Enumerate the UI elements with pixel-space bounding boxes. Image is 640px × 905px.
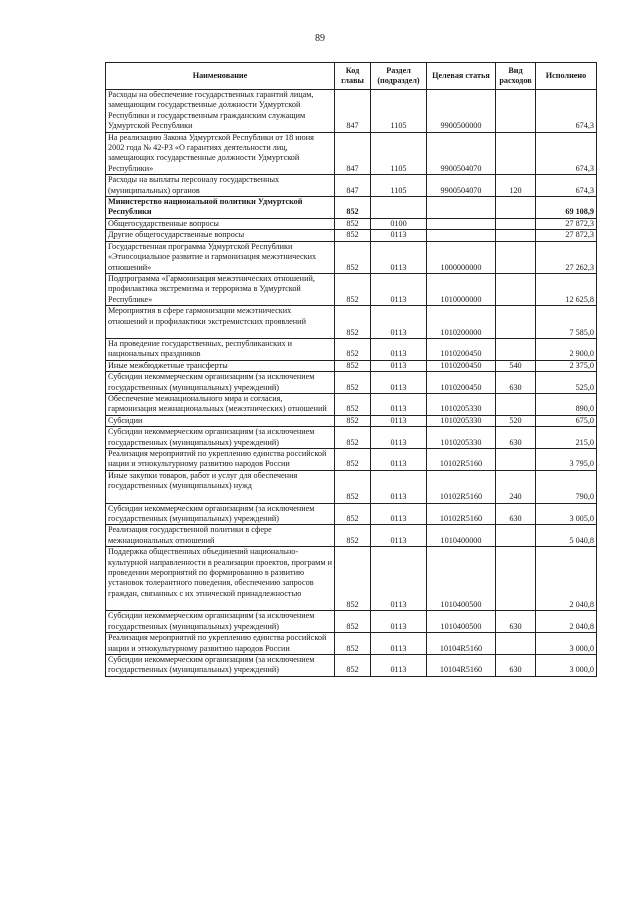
row-code-cell: 852 — [335, 415, 371, 426]
row-expense-type-cell: 630 — [496, 611, 536, 633]
row-expense-type-cell — [496, 449, 536, 471]
row-executed-cell: 890,0 — [536, 393, 597, 415]
row-code-cell: 852 — [335, 547, 371, 611]
row-article-cell: 1000000000 — [427, 241, 496, 273]
row-executed-cell: 2 040,8 — [536, 547, 597, 611]
row-expense-type-cell — [496, 273, 536, 305]
row-article-cell: 1010205330 — [427, 393, 496, 415]
row-name-cell: Субсидии некоммерческим организациям (за исключением государственных (муниципальных) учреждений) — [106, 503, 335, 525]
row-article-cell: 1010200450 — [427, 338, 496, 360]
row-name-cell: Субсидии некоммерческим организациям (за исключением государственных (муниципальных) учреждений) — [106, 372, 335, 394]
row-name-cell: Поддержка общественных объединений национально-культурной направленности в реализации проектов, программ и проведении мероприятий по формированию в развитию установок толерантного поведения, обеспечению запросов граждан, связанных с их этнической принадлежностью — [106, 547, 335, 611]
row-article-cell: 1010200450 — [427, 372, 496, 394]
page-number: 89 — [315, 33, 325, 44]
row-section-cell: 0113 — [371, 338, 427, 360]
row-executed-cell: 2 375,0 — [536, 360, 597, 371]
row-name-cell: Субсидии некоммерческим организациям (за исключением государственных (муниципальных) учреждений) — [106, 654, 335, 676]
row-name-cell: Государственная программа Удмуртской Республики «Этносоциальное развитие и гармонизация межэтнических отношений» — [106, 241, 335, 273]
row-executed-cell: 675,0 — [536, 415, 597, 426]
row-article-cell: 1010400000 — [427, 525, 496, 547]
row-section-cell: 0113 — [371, 503, 427, 525]
row-expense-type-cell — [496, 633, 536, 655]
row-article-cell — [427, 230, 496, 241]
row-expense-type-cell — [496, 241, 536, 273]
row-code-cell: 852 — [335, 306, 371, 339]
row-section-cell: 0113 — [371, 547, 427, 611]
row-executed-cell: 674,3 — [536, 132, 597, 175]
table-row — [106, 338, 597, 360]
row-expense-type-cell: 630 — [496, 654, 536, 676]
row-name-cell: Иные закупки товаров, работ и услуг для обеспечения государственных (муниципальных) нужд — [106, 470, 335, 503]
row-name-cell: Реализация государственной политики в сфере межнациональных отношений — [106, 525, 335, 547]
table-row — [106, 241, 597, 273]
row-section-cell: 0113 — [371, 273, 427, 305]
row-article-cell: 1010205330 — [427, 427, 496, 449]
table-row — [106, 427, 597, 449]
row-code-cell: 852 — [335, 470, 371, 503]
row-code-cell: 852 — [335, 230, 371, 241]
row-name-cell: Мероприятия в сфере гармонизации межэтнических отношений и профилактики экстремистских проявлений — [106, 306, 335, 339]
row-executed-cell: 525,0 — [536, 372, 597, 394]
row-expense-type-cell: 120 — [496, 175, 536, 197]
row-executed-cell: 5 040,8 — [536, 525, 597, 547]
row-section-cell: 0113 — [371, 611, 427, 633]
row-executed-cell: 674,3 — [536, 175, 597, 197]
row-article-cell: 9900500000 — [427, 90, 496, 133]
row-section-cell: 0113 — [371, 654, 427, 676]
row-section-cell: 0113 — [371, 230, 427, 241]
row-executed-cell: 7 585,0 — [536, 306, 597, 339]
table-row — [106, 360, 597, 371]
row-section-cell: 0113 — [371, 633, 427, 655]
row-article-cell: 10104R5160 — [427, 654, 496, 676]
row-code-cell: 852 — [335, 273, 371, 305]
row-executed-cell: 674,3 — [536, 90, 597, 133]
row-section-cell: 0113 — [371, 241, 427, 273]
table-row — [106, 372, 597, 394]
row-expense-type-cell — [496, 197, 536, 219]
row-executed-cell: 2 900,0 — [536, 338, 597, 360]
row-executed-cell: 27 262,3 — [536, 241, 597, 273]
row-name-cell: На проведение государственных, республиканских и национальных праздников — [106, 338, 335, 360]
row-article-cell: 1010200000 — [427, 306, 496, 339]
row-name-cell: Реализация мероприятий по укреплению единства российской нации и этнокультурному развитию народов России — [106, 449, 335, 471]
row-name-cell: Субсидии — [106, 415, 335, 426]
table-row — [106, 218, 597, 229]
row-section-cell: 1105 — [371, 175, 427, 197]
table-row — [106, 90, 597, 133]
row-section-cell: 0113 — [371, 470, 427, 503]
header-expense-type: Вид расходов — [496, 63, 536, 90]
row-code-cell: 852 — [335, 525, 371, 547]
row-code-cell: 852 — [335, 654, 371, 676]
header-executed: Исполнено — [536, 63, 597, 90]
budget-execution-table — [105, 62, 597, 677]
header-section: Раздел (подраздел) — [371, 63, 427, 90]
row-executed-cell: 3 795,0 — [536, 449, 597, 471]
row-article-cell: 10104R5160 — [427, 633, 496, 655]
row-section-cell: 0113 — [371, 427, 427, 449]
row-article-cell: 1010400500 — [427, 611, 496, 633]
row-section-cell: 0113 — [371, 306, 427, 339]
row-code-cell: 847 — [335, 90, 371, 133]
table-row — [106, 449, 597, 471]
row-article-cell: 9900504070 — [427, 175, 496, 197]
row-name-cell: Общегосударственные вопросы — [106, 218, 335, 229]
row-name-cell: Субсидии некоммерческим организациям (за исключением государственных (муниципальных) учреждений) — [106, 427, 335, 449]
row-code-cell: 852 — [335, 503, 371, 525]
row-section-cell: 0113 — [371, 360, 427, 371]
row-article-cell: 9900504070 — [427, 132, 496, 175]
table-row — [106, 197, 597, 219]
table-row — [106, 503, 597, 525]
table-row — [106, 470, 597, 503]
row-article-cell: 1010200450 — [427, 360, 496, 371]
table-header-row — [106, 63, 597, 90]
row-name-cell: Подпрограмма «Гармонизация межэтнических отношений, профилактика экстремизма и терроризма в Удмуртской Республике» — [106, 273, 335, 305]
row-code-cell: 852 — [335, 449, 371, 471]
row-code-cell: 852 — [335, 427, 371, 449]
row-section-cell: 0113 — [371, 393, 427, 415]
row-article-cell — [427, 218, 496, 229]
row-section-cell — [371, 197, 427, 219]
row-article-cell: 1010000000 — [427, 273, 496, 305]
header-name: Наименование — [106, 63, 335, 90]
row-code-cell: 847 — [335, 175, 371, 197]
row-executed-cell: 69 108,9 — [536, 197, 597, 219]
row-code-cell: 852 — [335, 338, 371, 360]
row-code-cell: 852 — [335, 633, 371, 655]
row-code-cell: 852 — [335, 241, 371, 273]
row-name-cell: Обеспечение межнационального мира и согласия, гармонизация межнациональных (межэтнических) отношений — [106, 393, 335, 415]
row-expense-type-cell: 630 — [496, 372, 536, 394]
row-executed-cell: 12 625,8 — [536, 273, 597, 305]
row-code-cell: 852 — [335, 360, 371, 371]
row-name-cell: Расходы на обеспечение государственных гарантий лицам, замещающим государственные должности Удмуртской Республики и государственным гражданским служащим Удмуртской Республики — [106, 90, 335, 133]
row-article-cell: 10102R5160 — [427, 449, 496, 471]
row-executed-cell: 2 040,8 — [536, 611, 597, 633]
row-expense-type-cell — [496, 393, 536, 415]
row-expense-type-cell: 540 — [496, 360, 536, 371]
row-name-cell: На реализацию Закона Удмуртской Республики от 18 июня 2002 года № 42-РЗ «О гарантиях деятельности лиц, замещающих государственные должности Удмуртской Республики» — [106, 132, 335, 175]
header-article: Целевая статья — [427, 63, 496, 90]
table-row — [106, 393, 597, 415]
table-row — [106, 175, 597, 197]
row-code-cell: 852 — [335, 393, 371, 415]
row-section-cell: 0113 — [371, 415, 427, 426]
row-section-cell: 1105 — [371, 90, 427, 133]
row-name-cell: Расходы на выплаты персоналу государственных (муниципальных) органов — [106, 175, 335, 197]
row-article-cell — [427, 197, 496, 219]
row-expense-type-cell — [496, 218, 536, 229]
row-code-cell: 847 — [335, 132, 371, 175]
table-row — [106, 132, 597, 175]
table-row — [106, 654, 597, 676]
row-expense-type-cell — [496, 132, 536, 175]
row-article-cell: 10102R5160 — [427, 503, 496, 525]
row-name-cell: Министерство национальной политики Удмуртской Республики — [106, 197, 335, 219]
row-code-cell: 852 — [335, 197, 371, 219]
row-expense-type-cell — [496, 230, 536, 241]
row-name-cell: Реализация мероприятий по укреплению единства российской нации и этнокультурному развитию народов России — [106, 633, 335, 655]
row-expense-type-cell: 240 — [496, 470, 536, 503]
table-row — [106, 415, 597, 426]
table-row — [106, 547, 597, 611]
table-row — [106, 273, 597, 305]
row-code-cell: 852 — [335, 611, 371, 633]
row-section-cell: 1105 — [371, 132, 427, 175]
row-section-cell: 0113 — [371, 525, 427, 547]
row-name-cell: Другие общегосударственные вопросы — [106, 230, 335, 241]
table-row — [106, 611, 597, 633]
row-executed-cell: 215,0 — [536, 427, 597, 449]
row-executed-cell: 27 872,3 — [536, 218, 597, 229]
table-row — [106, 306, 597, 339]
row-expense-type-cell — [496, 90, 536, 133]
row-article-cell: 1010205330 — [427, 415, 496, 426]
table-row — [106, 525, 597, 547]
row-article-cell: 10102R5160 — [427, 470, 496, 503]
header-code: Код главы — [335, 63, 371, 90]
row-executed-cell: 3 000,0 — [536, 633, 597, 655]
row-expense-type-cell — [496, 547, 536, 611]
row-expense-type-cell — [496, 525, 536, 547]
row-code-cell: 852 — [335, 372, 371, 394]
row-executed-cell: 790,0 — [536, 470, 597, 503]
row-expense-type-cell: 520 — [496, 415, 536, 426]
row-expense-type-cell: 630 — [496, 503, 536, 525]
row-expense-type-cell: 630 — [496, 427, 536, 449]
row-code-cell: 852 — [335, 218, 371, 229]
table-row — [106, 633, 597, 655]
row-name-cell: Субсидии некоммерческим организациям (за исключением государственных (муниципальных) учреждений) — [106, 611, 335, 633]
row-section-cell: 0100 — [371, 218, 427, 229]
row-article-cell: 1010400500 — [427, 547, 496, 611]
row-executed-cell: 3 005,0 — [536, 503, 597, 525]
row-expense-type-cell — [496, 338, 536, 360]
row-executed-cell: 27 872,3 — [536, 230, 597, 241]
row-section-cell: 0113 — [371, 449, 427, 471]
row-executed-cell: 3 000,0 — [536, 654, 597, 676]
row-section-cell: 0113 — [371, 372, 427, 394]
row-expense-type-cell — [496, 306, 536, 339]
row-name-cell: Иные межбюджетные трансферты — [106, 360, 335, 371]
table-row — [106, 230, 597, 241]
